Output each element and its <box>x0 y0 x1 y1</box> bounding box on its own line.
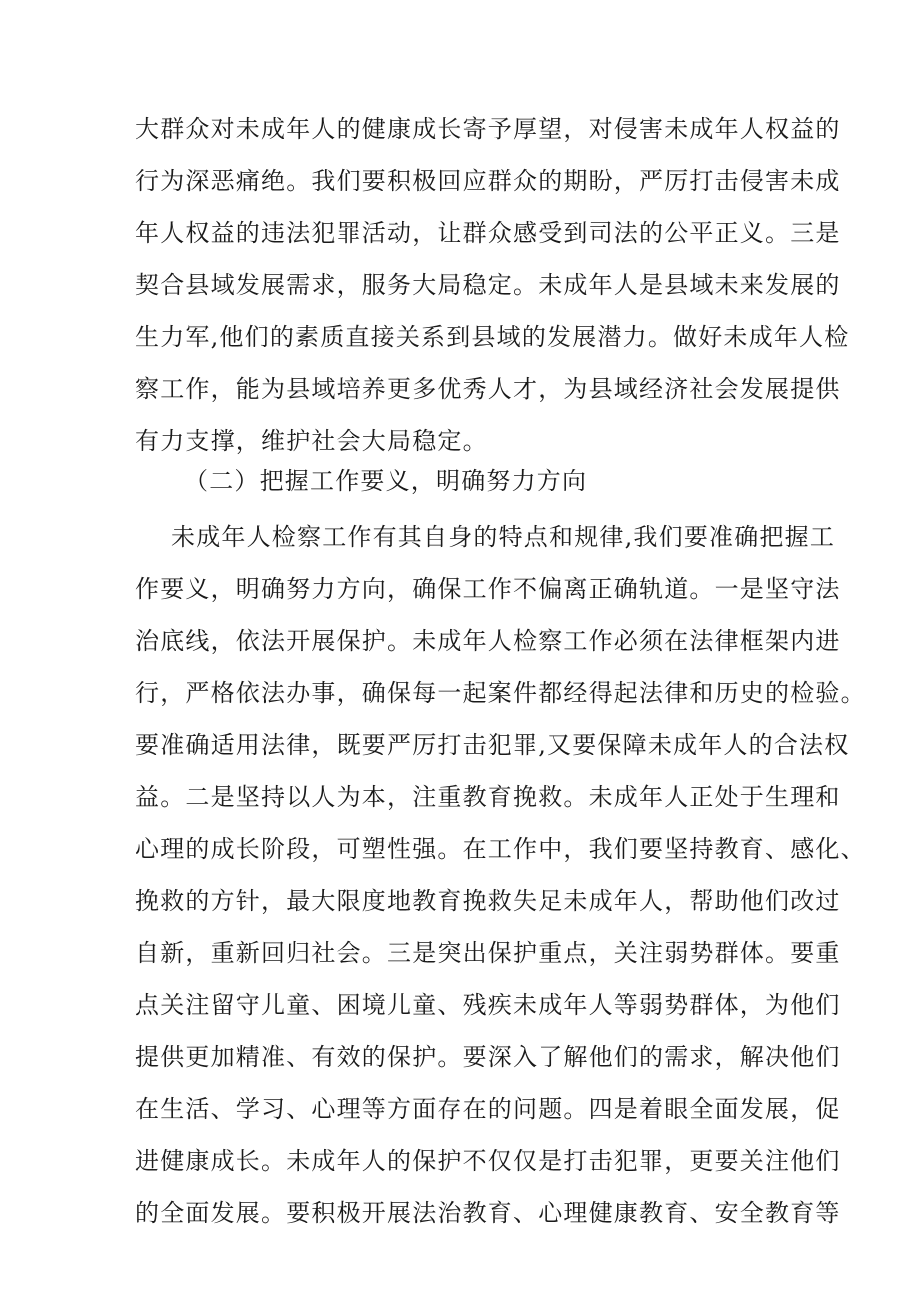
section-heading: （二）把握工作要义，明确努力方向 <box>184 467 588 495</box>
paragraph-line: 治底线，依法开展保护。未成年人检察工作必须在法律框架内进 <box>135 627 841 655</box>
paragraph-line: 在生活、学习、心理等方面存在的问题。四是着眼全面发展，促 <box>135 1095 841 1123</box>
paragraph-line: 进健康成长。未成年人的保护不仅仅是打击犯罪，更要关注他们 <box>135 1147 841 1175</box>
paragraph-line: 自新，重新回归社会。三是突出保护重点，关注弱势群体。要重 <box>135 939 841 967</box>
paragraph-line: 挽救的方针，最大限度地教育挽救失足未成年人，帮助他们改过 <box>135 887 841 915</box>
paragraph-line: 益。二是坚持以人为本，注重教育挽救。未成年人正处于生理和 <box>135 783 841 811</box>
paragraph-line: 要准确适用法律，既要严厉打击犯罪,又要保障未成年人的合法权 <box>135 731 850 759</box>
paragraph-line: 未成年人检察工作有其自身的特点和规律,我们要准确把握工 <box>171 523 836 551</box>
paragraph-line: 契合县域发展需求，服务大局稳定。未成年人是县域未来发展的 <box>135 271 841 299</box>
paragraph-line: 生力军,他们的素质直接关系到县域的发展潜力。做好未成年人检 <box>135 323 850 351</box>
paragraph-line: 年人权益的违法犯罪活动，让群众感受到司法的公平正义。三是 <box>135 219 841 247</box>
paragraph-line: 作要义，明确努力方向，确保工作不偏离正确轨道。一是坚守法 <box>135 575 841 603</box>
paragraph-line: 有力支撑，维护社会大局稳定。 <box>135 427 488 455</box>
paragraph-line: 的全面发展。要积极开展法治教育、心理健康教育、安全教育等 <box>135 1199 841 1227</box>
paragraph-line: 提供更加精准、有效的保护。要深入了解他们的需求，解决他们 <box>135 1043 841 1071</box>
paragraph-2 <box>135 511 866 1239</box>
paragraph-1 <box>135 103 850 467</box>
paragraph-line: 大群众对未成年人的健康成长寄予厚望，对侵害未成年人权益的 <box>135 115 841 143</box>
paragraph-line: 心理的成长阶段，可塑性强。在工作中，我们要坚持教育、感化、 <box>135 835 866 863</box>
paragraph-line: 行，严格依法办事，确保每一起案件都经得起法律和历史的检验。 <box>135 679 866 707</box>
paragraph-line: 察工作，能为县域培养更多优秀人才，为县域经济社会发展提供 <box>135 375 841 403</box>
paragraph-line: 行为深恶痛绝。我们要积极回应群众的期盼，严厉打击侵害未成 <box>135 167 841 195</box>
paragraph-line: 点关注留守儿童、困境儿童、残疾未成年人等弱势群体，为他们 <box>135 991 841 1019</box>
